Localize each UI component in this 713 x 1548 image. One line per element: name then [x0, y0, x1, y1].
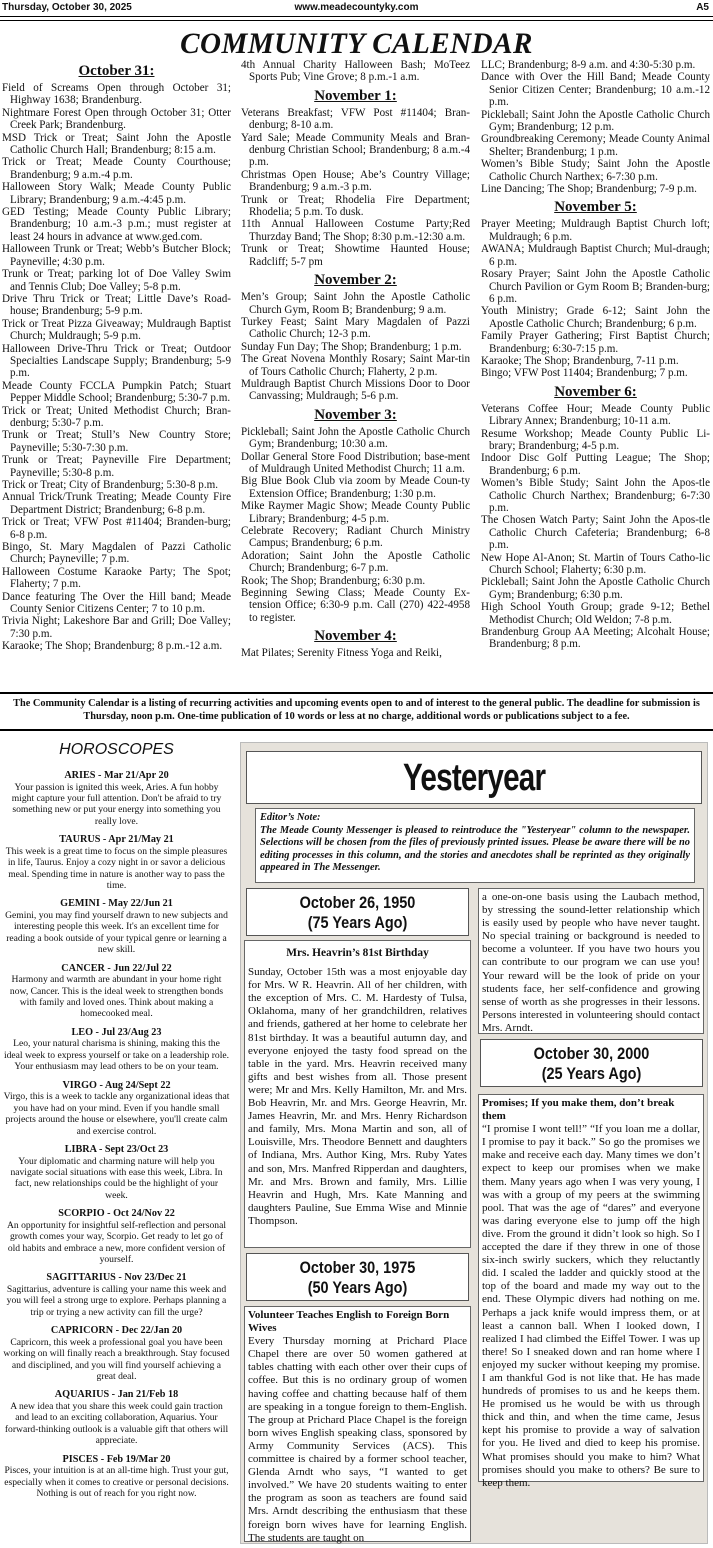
calendar-entry: Family Prayer Gathering; First Baptist Church; Brandenburg; 6:30-7:15 p.m. — [481, 330, 710, 355]
horoscope-text: This week is a great time to focus on the simple pleasures in life, Taurus. Enjoy a cozy night in or savor a delicious meal. Spending time in nature is another way to pass the time. — [5, 845, 228, 892]
story-2000-title: Promises; If you make them, don’t break them — [482, 1097, 675, 1123]
yesteryear-section — [240, 742, 708, 1544]
calendar-entry: Trick or Treat; VFW Post #11404; Branden-burg; 6-8 p.m. — [2, 516, 231, 541]
date-box-1975 — [246, 1253, 469, 1301]
ago-2000: (25 Years Ago) — [541, 1064, 642, 1083]
issue-date: Thursday, October 30, 2025 — [2, 2, 132, 13]
calendar-entry: Karaoke; The Shop; Brandenburg; 8 p.m.-12 a.m. — [2, 640, 223, 653]
calendar-entry: Groundbreaking Ceremony; Meade County Animal Shelter; Brandenburg; 1 p.m. — [481, 133, 710, 158]
story-1975-continued — [478, 888, 704, 1034]
calendar-entry: AWANA; Muldraugh Baptist Church; Mul-draugh; 6 p.m. — [481, 243, 710, 268]
horoscope-sign: CAPRICORN - Dec 22/Jan 20 — [50, 1325, 183, 1337]
date-2000: October 30, 2000 — [533, 1044, 650, 1063]
calendar-entry: MSD Trick or Treat; Saint John the Apostle Catholic Church Hall; Brandenburg; 8:15 a.m. — [2, 131, 231, 157]
story-1975-body: Every Thursday morning at Prichard Place Chapel there are over 50 women gathered at tables chatting with each other over their cups of coffee. But this is no ordinary group of women having coffee and chatting because half of them are speaking in a tongue foreign to them-English. The group at Prichard Place Chapel is the foreign born wives English speaking class, sponsored by Army Community Services (ACS). This committee is chaired by a former school teacher, Glenda Arndt who says, “I wanted to get involved.” We have 20 students waiting to enter the program as soon as teachers are found said Mrs. Arndt describing the enthusiasm that these foreign born wives have for learning English. The students are taught on — [248, 1335, 467, 1544]
calendar-entry: Pickleball; Saint John the Apostle Catholic Church Gym; Brandenburg; 10:30 a.m. — [241, 425, 470, 451]
horoscope-sign: GEMINI - May 22/Jun 21 — [60, 898, 173, 910]
calendar-day-heading: November 5: — [554, 199, 637, 216]
calendar-entry: Karaoke; The Shop; Brandenburg, 7-11 p.m. — [481, 354, 679, 367]
calendar-entry: Annual Trick/Trunk Treating; Meade County Fire Department District; Brandenburg; 6-8 p.m. — [2, 491, 231, 516]
calendar-entry: Mike Raymer Magic Show; Meade County Public Library; Brandenburg; 4-5 p.m. — [241, 500, 470, 525]
calendar-entry: Drive Thru Trick or Treat; Little Dave’s Road-house; Brandenburg; 5-9 p.m. — [2, 292, 231, 318]
calendar-entry: Pickleball; Saint John the Apostle Catholic Church Gym; Brandenburg; 6:30 p.m. — [481, 576, 710, 601]
calendar-entry: Resume Workshop; Meade County Public Li-brary; Brandenburg; 4-5 p.m. — [481, 427, 710, 452]
horoscope-sign: VIRGO - Aug 24/Sept 22 — [62, 1079, 171, 1091]
calendar-day-heading: November 2: — [314, 272, 397, 289]
calendar-entry: Dance with Over the Hill Band; Meade County Senior Citizen Center; Brandenburg; 10 a.m.-12 p.m. — [481, 71, 710, 109]
horoscope-sign: AQUARIUS - Jan 21/Feb 18 — [54, 1389, 179, 1401]
horoscope-sign: TAURUS - Apr 21/May 21 — [59, 834, 174, 846]
calendar-entry: 11th Annual Halloween Costume Party;Red Thurzday Band; The Shop; 8:30 p.m.-12:30 a.m. — [241, 218, 470, 243]
calendar-entry: Rosary Prayer; Saint John the Apostle Catholic Church Pavilion or Gym Room B; Branden-burg; 6 p.m. — [481, 268, 710, 305]
calendar-entry: Prayer Meeting; Muldraugh Baptist Church loft; Muldraugh; 6 p.m. — [481, 218, 710, 243]
story-1975 — [244, 1306, 471, 1542]
calendar-day-heading: November 6: — [554, 383, 637, 400]
calendar-day-heading: November 1: — [314, 87, 397, 104]
calendar-column-1 — [2, 59, 231, 691]
horoscope-text: Harmony and warmth are abundant in your home right now, Cancer. This is the ideal week to strengthen bonds with family and loved ones. Think about making a homecooked meal. — [9, 974, 224, 1020]
horoscope-sign: ARIES - Mar 21/Apr 20 — [64, 770, 169, 781]
calendar-entry: The Great Novena Monthly Rosary; Saint Mar-tin of Tours Catholic Church; Flaherty, 2 p.m. — [241, 353, 470, 378]
calendar-entry: Muldraugh Baptist Church Missions Door to Door Canvassing; Muldraugh; 5-6 p.m. — [241, 377, 470, 403]
calendar-entry: Veterans Coffee Hour; Meade County Public Library Annex; Brandenburg; 10-11 a.m. — [481, 402, 710, 428]
horoscope-text: A new idea that you share this week could gain traction and lead to an exciting collaboration, Aquarius. Your forward-thinking outlook is a valuable gift that others will appreciate. — [4, 1400, 229, 1447]
calendar-entry: Dance featuring The Over the Hill band; Meade County Senior Citizens Center; 7 to 10 p.m. — [2, 590, 231, 616]
calendar-entry: Adoration; Saint John the Apostle Catholic Church; Brandenburg; 6-7 p.m. — [241, 549, 470, 575]
calendar-entry: Men’s Group; Saint John the Apostle Catholic Church Gym, Room B; Brandenburg; 9 a.m. — [241, 291, 470, 316]
calendar-entry: Trick or Treat Pizza Giveaway; Muldraugh Baptist Church; Muldraugh; 5-9 p.m. — [2, 317, 231, 343]
yesteryear-title: Yesteryear — [402, 757, 546, 799]
calendar-entry: Trunk or Treat; Rhodelia Fire Department; Rhodelia; 5 p.m. To dusk. — [241, 193, 470, 219]
story-1950-body: Sunday, October 15th was a most enjoyable day for Mrs. W R. Heavrin. All of her children, with the exception of Mrs. C. M. Hardesty of Tulsa, Oklahoma, many of her grandchildren, relatives and friends, gathered at her home to celebrate her 81st birthday. It was a beautiful autumn day, and everyone enjoyed the tasty food spread on the table in the yard. Mrs. Heavrin received many gifts and best wishes from all. Those present were; Mr and Mrs. Kelly Hamilton, Mr. and Mrs. Bob Heavrin, Mr. and Mrs. George Heavrin, Mr. James Heavrin, Mr. and Mrs. Henry Richardson and family, Mrs. Mona Martin and son, all of Louisville, Mrs. Theodore Bennett and daughters of Indiana, Mrs. Author King, Mrs. Ruby Yates and son, Mrs. Manfred Ripperdan and daughters, Mr. and Mrs. Brown and family, Mrs. Lillie Heavrin and Hugh, Mrs. Kate Manning and daughters Pauline, Sue Emma Wise and Minnie Thompson. — [248, 966, 467, 1227]
divider — [0, 692, 713, 694]
ago-1950: (75 Years Ago) — [307, 913, 408, 932]
yesteryear-banner — [246, 751, 702, 804]
calendar-entry: Trick or Treat; Meade County Courthouse; Brandenburg; 9 a.m.-4 p.m. — [2, 156, 231, 181]
calendar-entry: Turkey Feast; Saint Mary Magdalen of Pazzi Catholic Church; 12-3 p.m. — [241, 315, 470, 341]
divider — [0, 20, 713, 21]
horoscope-sign: PISCES - Feb 19/Mar 20 — [62, 1453, 171, 1465]
date-box-2000 — [480, 1039, 703, 1087]
horoscope-text: Leo, your natural charisma is shining, making this the ideal week to express yourself or take on a leadership role. Your enthusiasm may lead others to be on your team. — [3, 1038, 230, 1073]
calendar-entry: Yard Sale; Meade Community Meals and Bran-denburg Christian School; Brandenburg; 8 a.m.-4 p.m. — [241, 131, 470, 169]
calendar-entry: LLC; Brandenburg; 8-9 a.m. and 4:30-5:30 p.m. — [481, 59, 696, 71]
calendar-column-2 — [241, 59, 470, 691]
calendar-entry: Youth Ministry; Grade 6-12; Saint John the Apostle Catholic Church; Brandenburg; 6 p.m. — [481, 305, 710, 330]
calendar-entry: Halloween Costume Karaoke Party; The Spot; Flaherty; 7 p.m. — [2, 565, 231, 591]
story-1975-title: Volunteer Teaches English to Foreign Born Wives — [248, 1309, 450, 1335]
horoscope-text: An opportunity for insightful self-reflection and personal growth comes your way, Scorpio. Get ready to let go of old habits and embrace a new, more confident version of yourself. — [6, 1219, 226, 1265]
horoscope-text: Gemini, you may find yourself drawn to new subjects and interesting people this week. It's an excellent time for reading a book outside of your typical genre or learning a new skill. — [5, 910, 228, 956]
calendar-entry: Halloween Drive-Thru Trick or Treat; Outdoor Specialties Landscape Supply; Brandenburg; 5-9 p.m. — [2, 342, 231, 380]
horoscopes-title: HOROSCOPES — [59, 741, 174, 758]
calendar-entry: Women’s Bible Study; Saint John the Apostle Catholic Church Narthex; 6-7:30 p.m. — [481, 158, 710, 183]
calendar-entry: Halloween Trunk or Treat; Webb’s Butcher Block; Payneville; 4:30 p.m. — [2, 243, 231, 268]
calendar-entry: Meade County FCCLA Pumpkin Patch; Stuart Pepper Middle School; Brandenburg; 5:30-7 p.m. — [2, 379, 231, 405]
calendar-entry: Dollar General Store Food Distribution; base-ment of Muldraugh United Methodist Church; 11 a.m. — [241, 450, 470, 475]
calendar-entry: Trunk or Treat; parking lot of Doe Valley Swim and Tennis Club; Doe Valley; 5-8 p.m. — [2, 268, 231, 293]
calendar-entry: Halloween Story Walk; Meade County Public Library; Brandenburg; 9 a.m.-4:45 p.m. — [2, 181, 231, 206]
horoscopes-section — [0, 740, 233, 1540]
calendar-footer: The Community Calendar is a listing of recurring activities and upcoming events open to and of interest to the general public. The deadline for submission is Thursday, noon p.m. One-time publication of 10 words or less at no charge, additional words or publications subject to a fee. — [13, 698, 700, 722]
calendar-column-3 — [481, 59, 710, 691]
calendar-entry: Celebrate Recovery; Radiant Church Ministry Campus; Brandenburg; 6 p.m. — [241, 525, 470, 550]
calendar-entry: Field of Screams Open through October 31; Highway 1638; Brandenburg. — [2, 82, 231, 107]
calendar-day-heading: October 31: — [78, 63, 155, 79]
calendar-day-heading: November 3: — [314, 406, 397, 423]
calendar-entry: Line Dancing; The Shop; Brandenburg; 7-9 p.m. — [481, 183, 697, 196]
calendar-entry: Bingo, St. Mary Magdalen of Pazzi Catholic Church; Payneville; 7 p.m. — [2, 541, 231, 566]
horoscope-text: Sagittarius, adventure is calling your name this week and you will feel a strong urge to explore. Perhaps planning a trip or trying a new activity can fill the urge? — [6, 1283, 227, 1318]
calendar-entry: High School Youth Group; grade 9-12; Bethel Methodist Church; Old Weldon; 7-8 p.m. — [481, 601, 710, 626]
calendar-entry: Rook; The Shop; Brandenburg; 6:30 p.m. — [241, 574, 426, 587]
editors-note-label: Editor’s Note: — [260, 812, 321, 823]
editors-note — [255, 808, 695, 883]
horoscope-text: Capricorn, this week a professional goal you have been working on will finally reach a breakthrough. Stay focused and disciplined, and you will find yourself achieving a great deal. — [3, 1336, 230, 1382]
calendar-entry: Brandenburg Group AA Meeting; Alcohalt House; Brandenburg; 8 p.m. — [481, 626, 710, 651]
horoscope-sign: LIBRA - Sept 23/Oct 23 — [64, 1143, 169, 1155]
date-1975: October 30, 1975 — [299, 1258, 416, 1277]
horoscope-sign: CANCER - Jun 22/Jul 22 — [61, 962, 172, 974]
calendar-entry: Big Blue Book Club via zoom by Meade Coun-ty Extension Office; Brandenburg; 1:30 p.m. — [241, 475, 470, 500]
calendar-entry: Trivia Night; Lakeshore Bar and Grill; Doe Valley; 7:30 p.m. — [2, 615, 231, 640]
calendar-entry: Sunday Fun Day; The Shop; Brandenburg; 1 p.m. — [241, 340, 462, 353]
story-2000 — [478, 1094, 704, 1489]
calendar-entry: Mat Pilates; Serenity Fitness Yoga and Reiki, — [241, 647, 442, 660]
calendar-entry: Nightmare Forest Open through October 31; Otter Creek Park; Brandenburg. — [2, 106, 231, 132]
site-url[interactable]: www.meadecountyky.com — [294, 2, 419, 13]
horoscope-sign: SCORPIO - Oct 24/Nov 22 — [58, 1208, 175, 1220]
date-box-1950 — [246, 888, 469, 936]
calendar-entry: Trunk or Treat; Showtime Haunted House; Radcliff; 5-7 pm — [241, 243, 470, 268]
calendar-entry: Trick or Treat; United Methodist Church; Bran-denburg; 5:30-7 p.m. — [2, 404, 231, 429]
calendar-title: COMMUNITY CALENDAR — [180, 27, 533, 60]
editors-note-text: The Meade County Messenger is pleased to reintroduce the "Yesteryear" column to the newspaper. Selections will be chosen from the files of previously printed issues. Please be aware there will be no editing processes in this column, and the stories and anecdotes shall be reprinted as they originally appeared in The Messenger. — [260, 824, 690, 874]
calendar-entry: GED Testing; Meade County Public Library; Brandenburg; 10 a.m.-3 p.m.; must register at least 24 hours in advance at www.ged.com. — [2, 206, 231, 243]
calendar-entry: 4th Annual Charity Halloween Bash; MoTeez Sports Pub; Vine Grove; 8 p.m.-1 a.m. — [241, 59, 470, 84]
calendar-entry: Trick or Treat; City of Brandenburg; 5:30-8 p.m. — [2, 479, 219, 491]
page-number: A5 — [696, 2, 709, 13]
calendar-entry: Beginning Sewing Class; Meade County Ex-tension Office; 6:30-9 p.m. Call (270) 422-4958 to register. — [241, 587, 470, 624]
horoscope-text: Your diplomatic and charming nature will help you navigate social situations with ease this week, Libra. In fact, new relationships could be the highlight of your week. — [10, 1155, 223, 1201]
horoscope-text: Pisces, your intuition is at an all-time high. Trust your gut, especially when it comes to creative or personal decisions. Nothing is out of reach for you right now. — [4, 1465, 229, 1499]
calendar-entry: Veterans Breakfast; VFW Post #11404; Bran-denburg; 8-10 a.m. — [241, 106, 470, 132]
story-1975-continued-body: a one-on-one basis using the Laubach method, by stressing the sound-letter relationship which is easily used by people who have never taught. No special training or background is needed to become a volunteer. If you have two hours you can contribute to our program we can use you! Your reward will be the look of pride on your students face, her self-confidence and growing sense of worth as she progresses in their lessons. Persons interested in volunteering should contact Mrs. Arndt. — [482, 891, 700, 1034]
calendar-entry: The Chosen Watch Party; Saint John the Apos-tle Catholic Church Cafeteria; Brandenburg; 6-8 p.m. — [481, 514, 710, 552]
ago-1975: (50 Years Ago) — [307, 1278, 408, 1297]
calendar-entry: Christmas Open House; Abe’s Country Village; Brandenburg; 9 a.m.-3 p.m. — [241, 168, 470, 194]
calendar-entry: Pickleball; Saint John the Apostle Catholic Church Gym; Brandenburg; 12 p.m. — [481, 108, 710, 134]
calendar-entry: Trunk or Treat; Payneville Fire Department; Payneville; 5:30-8 p.m. — [2, 454, 231, 479]
horoscope-sign: SAGITTARIUS - Nov 23/Dec 21 — [46, 1272, 187, 1284]
date-1950: October 26, 1950 — [299, 893, 416, 912]
divider — [0, 729, 713, 731]
story-2000-body: “I promise I wont tell!” “If you loan me a dollar, I promise to pay it back.” So go the promises we make and receive each day. Many times we don’t expect to keep our promises when we make them. Many years ago when I was very young, I was with a group of my peers at the swimming pool. That was the age of “dares” and everyone was daring everyone else to jump off the high dive. From the ground it didn’t look so high. So I accepted the dare if they threw in one of those six-inch swirly suckers, which they reluctantly did. I scaled the ladder and quickly stood at the top of the board and made my way out to the end. These Olympic divers had nothing on me. Perhaps a jack knife would impress them, or at least a cannon ball. When I looked down, I realized I had climbed the Eiffel Tower. I was up there! So I sneaked down and ran home where I enjoyed my sucker without keeping my promise. I am thankful God is not like that. He has made hundreds of promises to us and he keeps them. He promised us he would be with us through thick and thin, and when the time came, Jesus kept his promise to provide a way of salvation for you. He lived and died to keep his promise. What promises should you make to him? What promises should you make to others? Be sure to keep them. — [482, 1123, 700, 1489]
calendar-entry: Indoor Disc Golf Putting League; The Shop; Brandenburg; 6 p.m. — [481, 452, 710, 477]
calendar-entry: Bingo; VFW Post 11404; Brandenburg; 7 p.m. — [481, 367, 688, 380]
horoscope-sign: LEO - Jul 23/Aug 23 — [71, 1026, 162, 1038]
story-1950-title: Mrs. Heavrin’s 81st Birthday — [286, 947, 429, 959]
calendar-entry: New Hope Al-Anon; St. Martin of Tours Catho-lic Church School; Flaherty; 6:30 p.m. — [481, 551, 710, 577]
horoscope-text: Virgo, this is a week to tackle any organizational ideas that you have had on your mind. Even if you handle small projects around the house or elsewhere, you'll create calm and exercise control. — [3, 1091, 230, 1137]
story-1950 — [244, 940, 471, 1248]
calendar-entry: Women’s Bible Study; Saint John the Apos-tle Catholic Church Narthex; Brandenburg; 6-7:30 p.m. — [481, 477, 710, 514]
calendar-entry: Trunk or Treat; Stull’s New Country Store; Payneville; 5:30-7:30 p.m. — [2, 429, 231, 454]
page-header — [0, 0, 713, 17]
calendar-day-heading: November 4: — [314, 628, 397, 645]
horoscope-text: Your passion is ignited this week, Aries. A fun hobby might capture your full attention. Don't be afraid to try something new or put your energy into something you really love. — [11, 781, 222, 827]
